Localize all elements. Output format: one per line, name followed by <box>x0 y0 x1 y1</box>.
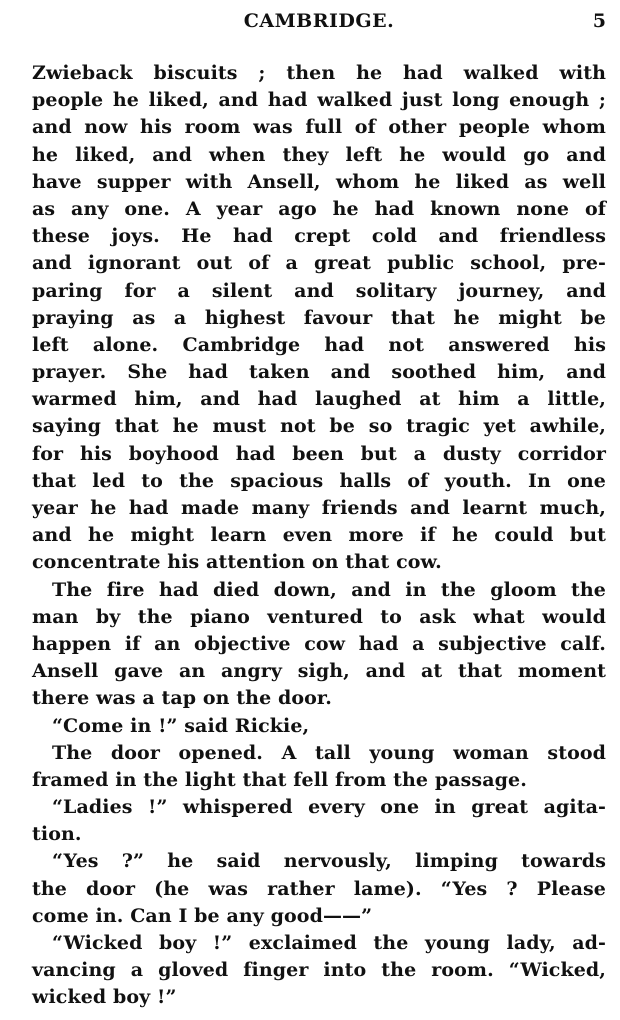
text-line: man by the piano ventured to ask what would <box>32 605 606 628</box>
text-line: that led to the spacious halls of youth. In one <box>32 469 606 492</box>
text-line: the door (he was rather lame). “Yes ? Please <box>32 877 606 900</box>
text-line: Zwieback biscuits ; then he had walked with <box>32 62 606 84</box>
text-line: vancing a gloved finger into the room. “Wicked, <box>32 959 606 982</box>
text-line: tion. <box>32 823 82 846</box>
text-line: have supper with Ansell, whom he liked as well <box>32 170 606 193</box>
text-line: there was a tap on the door. <box>32 687 332 710</box>
text-line: as any one. A year ago he had known none of <box>32 197 606 220</box>
text-line: praying as a highest favour that he might be <box>32 306 606 329</box>
text-line: and he might learn even more if he could but <box>32 524 606 547</box>
text-line: wicked boy !” <box>32 986 177 1009</box>
text-line: happen if an objective cow had a subjective calf. <box>32 632 606 655</box>
text-line: and now his room was full of other people whom <box>32 116 606 139</box>
running-head <box>32 6 606 36</box>
text-line: prayer. She had taken and soothed him, and <box>32 361 606 384</box>
text-line: and ignorant out of a great public school, pre- <box>32 252 606 275</box>
text-line: people he liked, and had walked just long enough ; <box>32 89 606 112</box>
text-line: “Come in !” said Rickie, <box>52 714 310 737</box>
running-title: CAMBRIDGE. <box>243 10 395 32</box>
text-line: “Wicked boy !” exclaimed the young lady, ad- <box>52 932 606 954</box>
text-line: framed in the light that fell from the passage. <box>32 768 527 791</box>
text-line: concentrate his attention on that cow. <box>32 551 442 574</box>
text-line: “Yes ?” he said nervously, limping towards <box>52 850 606 873</box>
text-line: warmed him, and had laughed at him a little, <box>32 388 606 411</box>
text-line: these joys. He had crept cold and friendless <box>32 225 606 248</box>
text-line: for his boyhood had been but a dusty corridor <box>32 442 606 465</box>
body-text <box>32 60 606 1012</box>
text-line: come in. Can I be any good——” <box>32 904 373 927</box>
text-line: The door opened. A tall young woman stood <box>52 741 606 764</box>
page-number: 5 <box>592 10 606 32</box>
text-line: The fire had died down, and in the gloom the <box>52 578 606 601</box>
text-line: left alone. Cambridge had not answered his <box>32 333 606 356</box>
text-line: paring for a silent and solitary journey, and <box>32 279 606 302</box>
text-line: Ansell gave an angry sigh, and at that moment <box>32 660 606 683</box>
text-line: saying that he must not be so tragic yet awhile, <box>32 415 606 438</box>
text-line: “Ladies !” whispered every one in great agita- <box>52 796 606 819</box>
text-line: he liked, and when they left he would go and <box>32 143 606 166</box>
text-line: year he had made many friends and learnt much, <box>32 497 606 519</box>
